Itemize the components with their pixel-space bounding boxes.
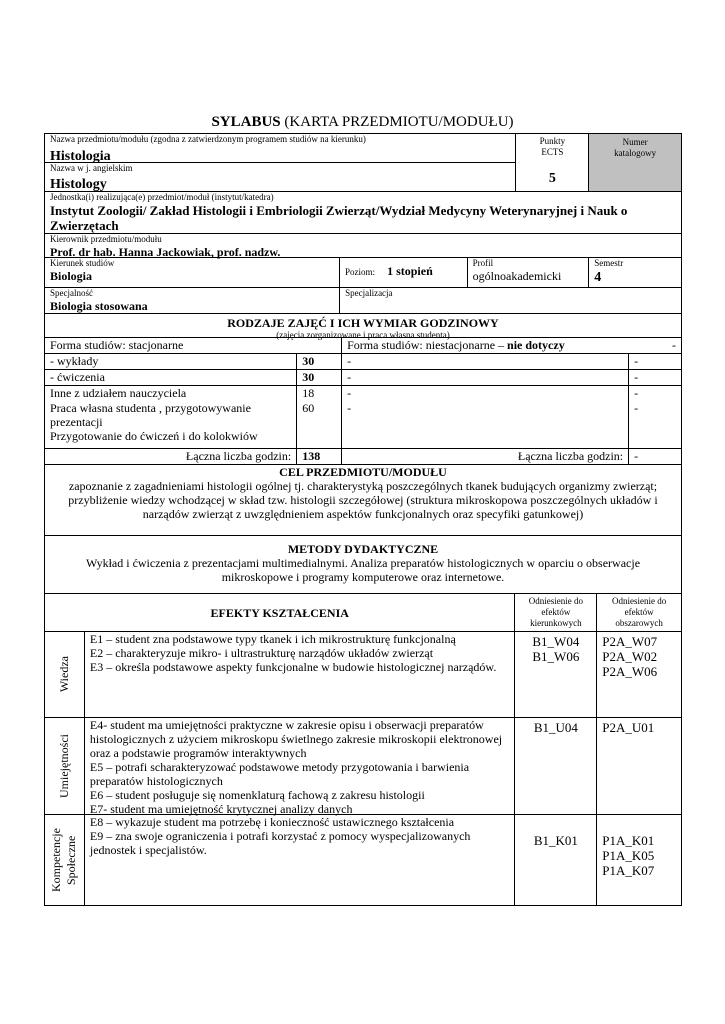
outcomes-area-column: Odniesienie do efektów obszarowych xyxy=(612,596,667,628)
field-value: Biologia xyxy=(50,269,93,283)
semester-label: Semestr xyxy=(594,258,624,268)
outcome-group xyxy=(45,718,681,815)
hours-row-pt-value: - xyxy=(634,386,639,400)
outcome-category: Umiejętności xyxy=(56,734,71,798)
syllabus-table xyxy=(44,133,682,906)
outcome-line: E3 – określa podstawowe aspekty funkcjonalne w budowie histologicznej narządów. xyxy=(89,660,497,674)
methods-section xyxy=(45,536,681,594)
unit-label: Jednostka(i) realizująca(e) przedmiot/moduł (instytut/katedra) xyxy=(50,192,274,202)
outcome-area-code: P2A_W02 xyxy=(602,649,658,664)
hours-row-pt-value: - xyxy=(634,370,639,384)
outcome-area-code: P2A_W07 xyxy=(602,634,658,649)
subject-name: Histologia xyxy=(50,149,111,164)
part-time-mark: - xyxy=(672,338,676,352)
outcome-area-code: P1A_K07 xyxy=(602,863,655,878)
level-value: 1 stopień xyxy=(387,264,433,278)
selfwork-pt-hours: - xyxy=(634,401,639,415)
outcome-field-code: B1_W04 xyxy=(532,634,580,649)
subject-name-label: Nazwa przedmiotu/modułu (zgodna z zatwierdzonym programem studiów na kierunku) xyxy=(50,134,366,144)
subject-name-en: Histology xyxy=(50,177,107,192)
outcome-category: Kompetencje Społeczne xyxy=(49,828,79,892)
outcome-line: E6 – student posługuje się nomenklaturą fachową z zakresu histologii xyxy=(89,788,425,802)
outcome-line: E1 – student zna podstawowe typy tkanek i ich mikrostrukturę funkcjonalną xyxy=(89,632,456,646)
hours-heading: RODZAJE ZAJĘĆ I ICH WYMIAR GODZINOWY xyxy=(227,316,499,330)
hours-row xyxy=(45,354,681,370)
specialty-value: Biologia stosowana xyxy=(50,299,148,313)
unit-row xyxy=(45,192,681,234)
outcome-area-code: P2A_U01 xyxy=(602,720,655,735)
hours-row-pt: - xyxy=(342,386,629,401)
pt-total-label: Łączna liczba godzin: xyxy=(342,449,629,464)
hours-row-pt: - xyxy=(342,354,629,369)
catalog-number-label: Numer katalogowy xyxy=(614,137,657,158)
selfwork-row xyxy=(45,401,681,449)
outcome-line: E8 – wykazuje student ma potrzebę i konieczność ustawicznego kształcenia xyxy=(89,815,455,829)
semester-value: 4 xyxy=(594,270,602,285)
specialty-row xyxy=(45,288,681,314)
hours-row-pt: - xyxy=(342,370,629,385)
outcome-line: E7- student ma umiejętność krytycznej analizy danych xyxy=(89,802,353,816)
hours-row-label: Inne z udziałem nauczyciela xyxy=(45,386,297,401)
hours-row-value: 18 xyxy=(297,386,342,401)
page-title: SYLABUS (KARTA PRZEDMIOTU/MODUŁU) xyxy=(211,114,514,130)
unit-value: Instytut Zoologii/ Zakład Histologii i Embriologii Zwierząt/Wydział Medycyny Weterynaryjnej i Nauk o Zwierzętach xyxy=(50,203,628,233)
hours-heading-row xyxy=(45,314,681,338)
pt-total-hours: - xyxy=(634,449,639,463)
head-value: Prof. dr hab. Hanna Jackowiak, prof. nadzw. xyxy=(50,245,281,259)
ects-value: 5 xyxy=(548,171,556,186)
selfwork-pt: - xyxy=(342,401,629,448)
study-form-row xyxy=(45,338,681,354)
preparation-label: Przygotowanie do ćwiczeń i do kolokwiów xyxy=(50,429,258,443)
outcome-field-code: B1_U04 xyxy=(533,720,578,735)
hours-subheading: (zajęcia zorganizowane i praca własna studenta) xyxy=(276,330,450,340)
outcome-line: E4- student ma umiejętności praktyczne w zakresie opisu i obserwacji preparatów histologicznych z użyciem mikroskopu świetlnego zakresie mikroskopii elektronowej oraz a podstawie programów interaktywnych xyxy=(89,718,503,760)
hours-row-label: - wykłady xyxy=(45,354,297,369)
outcomes-heading: EFEKTY KSZTAŁCENIA xyxy=(210,605,349,620)
outcome-area-code: P1A_K01 xyxy=(602,833,655,848)
hours-row-label: - ćwiczenia xyxy=(45,370,297,385)
subject-name-en-label: Nazwa w j. angielskim xyxy=(50,163,133,173)
outcomes-header-row xyxy=(45,594,681,632)
head-row xyxy=(45,234,681,258)
goal-heading: CEL PRZEDMIOTU/MODUŁU xyxy=(279,465,447,479)
specialty-label: Specjalność xyxy=(50,288,93,298)
level-label: Poziom: xyxy=(345,267,376,277)
hours-row xyxy=(45,370,681,386)
hours-row-pt-value: - xyxy=(634,354,639,368)
totals-row xyxy=(45,449,681,465)
outcome-category: Wiedza xyxy=(56,656,71,693)
field-label: Kierunek studiów xyxy=(50,258,115,268)
outcome-line: E9 – zna swoje ograniczenia i potrafi korzystać z pomocy wyspecjalizowanych jednostek i specjalistów. xyxy=(89,829,471,857)
full-time-label: Forma studiów: stacjonarne xyxy=(45,338,342,353)
subject-header-row xyxy=(45,134,681,192)
hours-row-value: 30 xyxy=(297,354,342,369)
hours-row-value: 30 xyxy=(297,370,342,385)
profile-value: ogólnoakademicki xyxy=(472,269,562,283)
selfwork-hours: 60 xyxy=(297,401,342,448)
outcomes-field-column: Odniesienie do efektów kierunkowych xyxy=(515,594,597,631)
methods-heading: METODY DYDAKTYCZNE xyxy=(287,542,439,556)
total-label: Łączna liczba godzin: xyxy=(45,449,297,464)
specialization-label: Specjalizacja xyxy=(345,288,393,298)
goal-section xyxy=(45,465,681,536)
outcome-field-code: B1_W06 xyxy=(532,649,580,664)
outcome-area-code: P2A_W06 xyxy=(602,664,658,679)
head-label: Kierownik przedmiotu/modułu xyxy=(50,234,162,244)
field-row xyxy=(45,258,681,288)
outcome-group xyxy=(45,632,681,718)
outcome-group xyxy=(45,815,681,905)
methods-text: Wykład i ćwiczenia z prezentacjami multimedialnymi. Analiza preparatów histologicznych w oparciu o obserwacje mikroskopowe i programy komputerowe oraz internetowe. xyxy=(85,556,641,584)
hours-row xyxy=(45,386,681,401)
total-hours: 138 xyxy=(297,449,342,464)
outcome-line: E5 – potrafi scharakteryzować podstawowe metody przygotowania i barwienia preparatów histologicznych xyxy=(89,760,470,788)
outcome-field-code: B1_K01 xyxy=(533,833,578,848)
outcome-line: E2 – charakteryzuje mikro- i ultrastrukturę narządów układów zwierząt xyxy=(89,646,434,660)
profile-label: Profil xyxy=(472,258,494,268)
outcome-area-code: P1A_K05 xyxy=(602,848,655,863)
goal-text: zapoznanie z zagadnieniami histologii ogólnej tj. charakterystyką poszczególnych tkanek budujących organizmy zwierząt; przybliżenie wiedzy wchodzącej w skład tzw. histologii szczegółowej (struktura mikroskopowa poszczególnych układów i narządów zwierząt z uwzględnieniem aspektów funkcjonalnych oraz specyfiki gatunkowej) xyxy=(68,479,658,521)
ects-label: Punkty ECTS xyxy=(539,136,566,157)
selfwork-label: Praca własna studenta , przygotowywanie prezentacji xyxy=(50,401,251,429)
part-time-label: Forma studiów: niestacjonarne – nie dotyczy xyxy=(347,338,565,352)
